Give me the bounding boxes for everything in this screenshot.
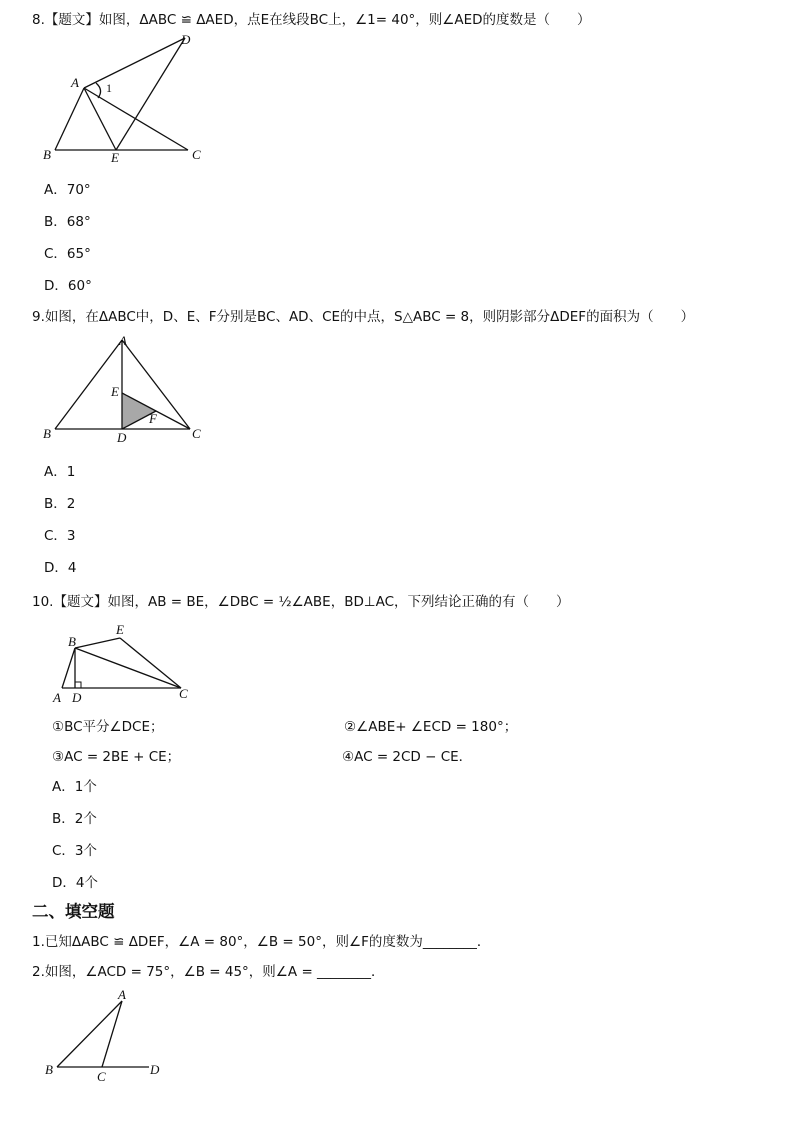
q9-label-D: D xyxy=(117,430,127,445)
q8-label-A: A xyxy=(71,75,79,90)
fill-q2-label-B: B xyxy=(45,1062,53,1077)
q8-label-E: E xyxy=(111,150,119,165)
q8-option-d: D．60° xyxy=(44,278,92,294)
q10-statement-1: ①BC平分∠DCE； xyxy=(52,719,164,735)
q8-option-a: A．70° xyxy=(44,182,91,198)
q10-label-A: A xyxy=(53,690,61,705)
q8-stem: 8.【题文】如图，ΔABC ≌ ΔAED，点E在线段BC上，∠1= 40°，则∠AED的度数是（ ） xyxy=(32,12,591,28)
q8-label-B: B xyxy=(43,147,51,162)
q9-figure xyxy=(38,331,218,446)
q9-label-E: E xyxy=(111,384,119,399)
q8-option-c: C．65° xyxy=(44,246,91,262)
q8-label-C: C xyxy=(192,147,201,162)
q10-statement-4: ④AC = 2CD − CE． xyxy=(342,749,473,765)
section-title: 二、填空题 xyxy=(32,902,115,921)
q9-option-d: D．4 xyxy=(44,560,77,576)
fill-q2: 2.如图，∠ACD = 75°，∠B = 45°，则∠A = ________． xyxy=(32,964,385,980)
fill-q1: 1.已知ΔABC ≌ ΔDEF，∠A = 80°，∠B = 50°，则∠F的度数为________． xyxy=(32,934,491,950)
q10-option-a: A．1个 xyxy=(52,779,97,795)
q8-figure xyxy=(38,32,218,167)
q10-figure xyxy=(48,620,218,705)
q9-option-a: A．1 xyxy=(44,464,76,480)
q8-angle-label: 1 xyxy=(106,81,112,95)
q10-option-d: D．4个 xyxy=(52,875,98,891)
q10-label-B: B xyxy=(68,634,76,649)
fill-q2-label-C: C xyxy=(97,1069,106,1084)
fill-q2-label-D: D xyxy=(150,1062,160,1077)
q9-option-b: B．2 xyxy=(44,496,76,512)
q10-statement-3: ③AC = 2BE + CE； xyxy=(52,749,181,765)
q10-stem: 10.【题文】如图，AB = BE，∠DBC = ½∠ABE，BD⊥AC，下列结论正确的有（ ） xyxy=(32,594,570,610)
q9-label-B: B xyxy=(43,426,51,441)
q10-statement-2: ②∠ABE+ ∠ECD = 180°； xyxy=(344,719,518,735)
q10-option-c: C．3个 xyxy=(52,843,98,859)
q10-label-C: C xyxy=(179,686,188,701)
q9-option-c: C．3 xyxy=(44,528,76,544)
q9-label-F: F xyxy=(149,411,157,426)
q9-stem: 9.如图，在ΔABC中，D、E、F分别是BC、AD、CE的中点，S△ABC = 8，则阴影部分ΔDEF的面积为（ ） xyxy=(32,309,695,325)
q8-option-b: B．68° xyxy=(44,214,91,230)
q10-label-D: D xyxy=(72,690,82,705)
q10-option-b: B．2个 xyxy=(52,811,97,827)
q9-label-C: C xyxy=(192,426,201,441)
fill-q2-figure xyxy=(40,985,180,1084)
q10-label-E: E xyxy=(116,622,124,637)
q8-label-D: D xyxy=(181,32,191,47)
fill-q2-label-A: A xyxy=(118,987,126,1002)
q9-label-A: A xyxy=(119,333,127,348)
